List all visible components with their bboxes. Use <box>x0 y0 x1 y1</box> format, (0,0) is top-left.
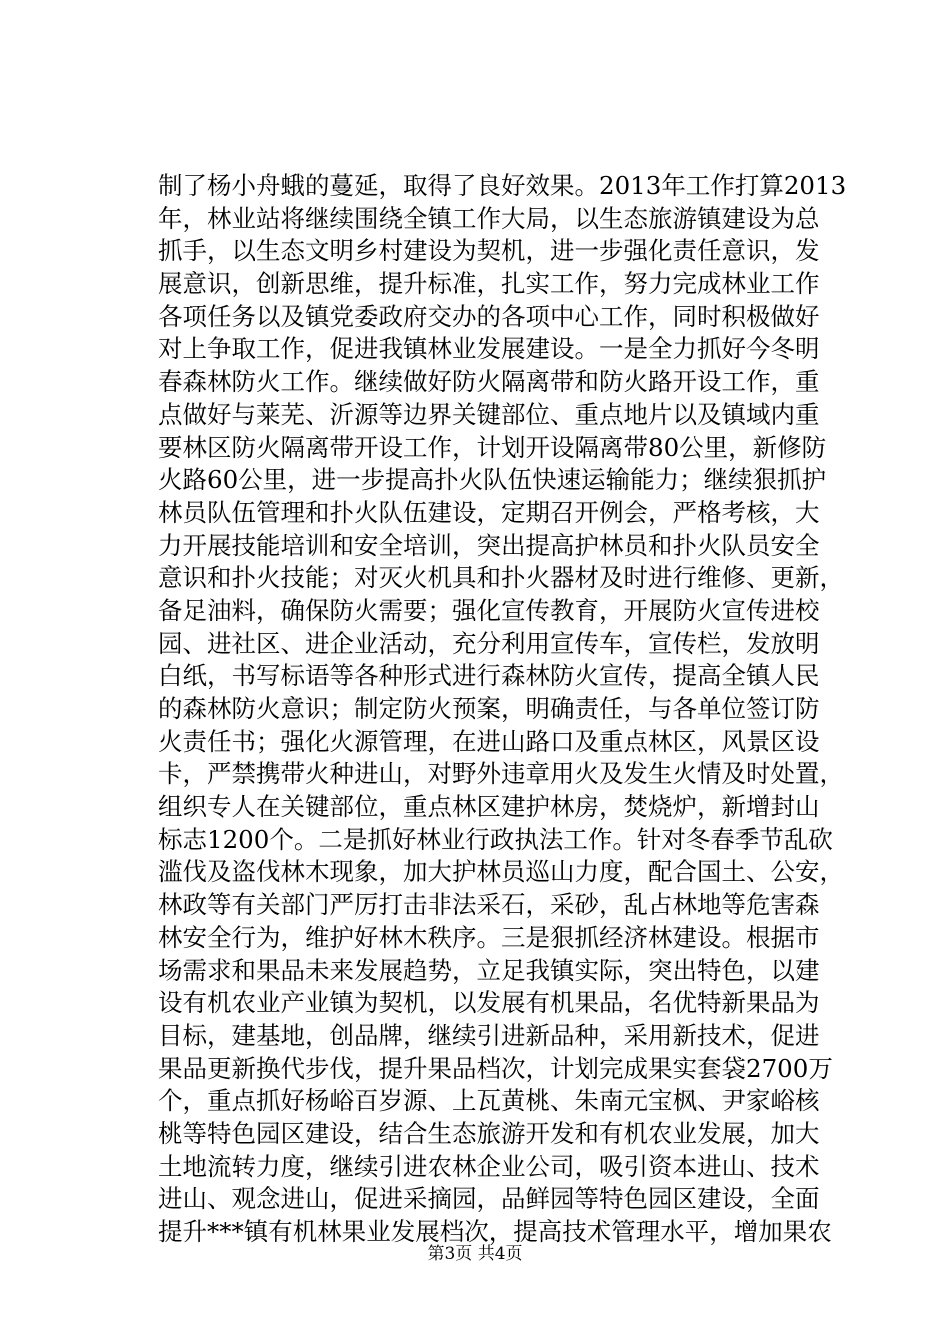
text-line: 滥伐及盗伐林木现象，加大护林员巡山力度，配合国土、公安， <box>158 857 844 887</box>
text-line: 标志1200个。二是抓好林业行政执法工作。针对冬春季节乱砍 <box>158 824 833 854</box>
text-line: 林政等有关部门严厉打击非法采石，采砂，乱占林地等危害森 <box>158 890 820 920</box>
text-line: 目标，建基地，创品牌，继续引进新品种，采用新技术，促进 <box>158 1020 820 1050</box>
text-line: 土地流转力度，继续引进农林企业公司，吸引资本进山、技术 <box>158 1151 820 1181</box>
text-line: 个，重点抓好杨峪百岁源、上瓦黄桃、朱南元宝枫、尹家峪核 <box>158 1086 820 1116</box>
text-line: 火责任书；强化火源管理，在进山路口及重点林区，风景区设 <box>158 726 820 756</box>
text-line: 春森林防火工作。继续做好防火隔离带和防火路开设工作，重 <box>158 367 820 397</box>
body-text <box>158 170 847 1249</box>
text-line: 要林区防火隔离带开设工作，计划开设隔离带80公里，新修防 <box>158 432 827 462</box>
text-line: 意识和扑火技能；对灭火机具和扑火器材及时进行维修、更新， <box>158 563 844 593</box>
text-line: 桃等特色园区建设，结合生态旅游开发和有机农业发展，加大 <box>158 1118 820 1148</box>
text-line: 制了杨小舟蛾的蔓延，取得了良好效果。2013年工作打算2013 <box>158 171 847 200</box>
text-line: 年，林业站将继续围绕全镇工作大局，以生态旅游镇建设为总 <box>158 203 820 233</box>
text-line: 的森林防火意识；制定防火预案，明确责任，与各单位签订防 <box>158 694 820 723</box>
text-line: 各项任务以及镇党委政府交办的各项中心工作，同时积极做好 <box>158 301 820 331</box>
text-line: 园、进社区、进企业活动，充分利用宣传车，宣传栏，发放明 <box>158 628 820 658</box>
text-line: 力开展技能培训和安全培训，突出提高护林员和扑火队员安全 <box>158 530 820 560</box>
text-line: 提升***镇有机林果业发展档次，提高技术管理水平，增加果农 <box>158 1217 832 1246</box>
text-line: 抓手，以生态文明乡村建设为契机，进一步强化责任意识，发 <box>158 236 820 266</box>
text-line: 设有机农业产业镇为契机，以发展有机果品，名优特新果品为 <box>158 988 820 1018</box>
text-line: 对上争取工作，促进我镇林业发展建设。一是全力抓好今冬明 <box>158 334 820 364</box>
text-line: 点做好与莱芜、沂源等边界关键部位、重点地片以及镇域内重 <box>158 399 820 429</box>
text-line: 场需求和果品未来发展趋势，立足我镇实际，突出特色，以建 <box>158 955 820 985</box>
page-footer <box>0 1243 950 1265</box>
text-line: 备足油料，确保防火需要；强化宣传教育，开展防火宣传进校 <box>158 595 820 625</box>
text-line: 果品更新换代步伐，提升果品档次，计划完成果实套袋2700万 <box>158 1053 833 1083</box>
page-number-label: 第3页 共4页 <box>427 1244 523 1264</box>
text-line: 组织专人在关键部位，重点林区建护林房，焚烧炉，新增封山 <box>158 792 820 822</box>
text-line: 展意识，创新思维，提升标准，扎实工作，努力完成林业工作 <box>158 269 820 299</box>
text-line: 林员队伍管理和扑火队伍建设，定期召开例会，严格考核，大 <box>158 497 820 527</box>
text-line: 林安全行为，维护好林木秩序。三是狠抓经济林建设。根据市 <box>158 922 820 952</box>
text-line: 白纸，书写标语等各种形式进行森林防火宣传，提高全镇人民 <box>158 661 820 691</box>
text-line: 火路60公里，进一步提高扑火队伍快速运输能力；继续狠抓护 <box>158 465 827 495</box>
text-line: 卡，严禁携带火种进山，对野外违章用火及发生火情及时处置， <box>158 759 844 789</box>
text-line: 进山、观念进山，促进采摘园，品鲜园等特色园区建设，全面 <box>158 1184 820 1214</box>
